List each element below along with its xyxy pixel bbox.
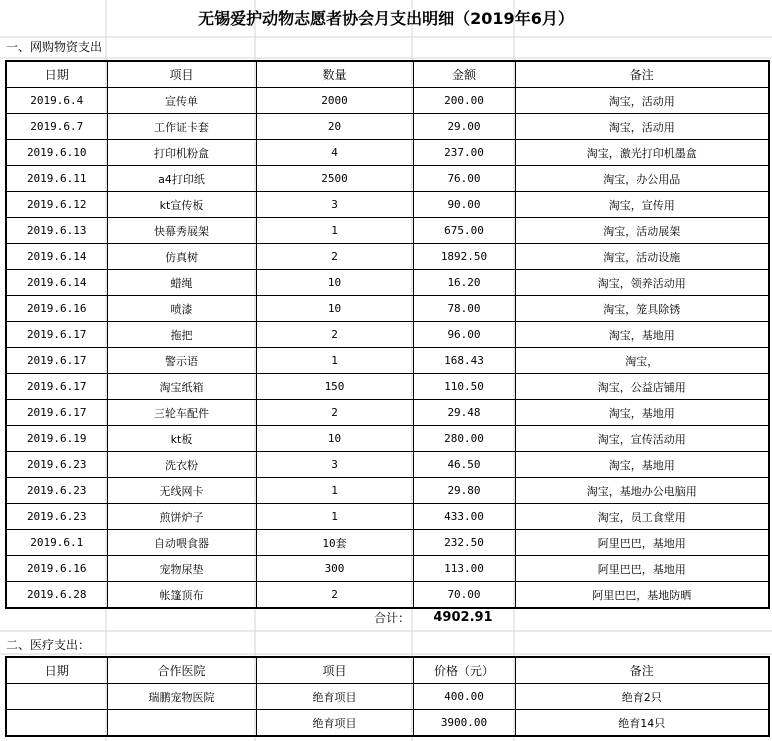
header-date: 日期: [6, 657, 107, 684]
cell-date: 2019.6.23: [6, 478, 107, 504]
table-row: [6, 348, 769, 374]
cell-note: 淘宝，基地用: [515, 400, 769, 426]
header-item: 项目: [256, 657, 413, 684]
cell-amount: 3900.00: [413, 710, 515, 737]
cell-amount: 113.00: [413, 556, 515, 582]
cell-date: 2019.6.11: [6, 166, 107, 192]
cell-amount: 675.00: [413, 218, 515, 244]
cell-note: 淘宝，基地办公电脑用: [515, 478, 769, 504]
cell-item: 帐篷顶布: [107, 582, 256, 609]
cell-date: 2019.6.16: [6, 556, 107, 582]
cell-amount: 433.00: [413, 504, 515, 530]
total-label: 合计：: [374, 611, 411, 625]
cell-item: a4打印纸: [107, 166, 256, 192]
table-row: [6, 556, 769, 582]
table-row: [6, 114, 769, 140]
cell-quantity: 1: [256, 218, 413, 244]
table-row: [6, 166, 769, 192]
cell-amount: 29.48: [413, 400, 515, 426]
table-row: [6, 530, 769, 556]
table-row: [6, 452, 769, 478]
cell-amount: 76.00: [413, 166, 515, 192]
cell-note: 阿里巴巴，基地用: [515, 556, 769, 582]
cell-note: 淘宝，领养活动用: [515, 270, 769, 296]
cell-item: 宠物尿垫: [107, 556, 256, 582]
cell-quantity: 3: [256, 452, 413, 478]
header-date: 日期: [6, 61, 107, 88]
cell-quantity: 10: [256, 426, 413, 452]
cell-note: 淘宝，活动设施: [515, 244, 769, 270]
cell-item: 快幕秀展架: [107, 218, 256, 244]
cell-item: kt板: [107, 426, 256, 452]
section-medical-label: 二、医疗支出：: [6, 638, 91, 652]
cell-date: 2019.6.28: [6, 582, 107, 609]
cell-item: 淘宝纸箱: [107, 374, 256, 400]
cell-quantity: 1: [256, 348, 413, 374]
cell-note: 绝育2只: [515, 684, 769, 710]
cell-item: 蜡绳: [107, 270, 256, 296]
table-row: [6, 244, 769, 270]
cell-amount: 46.50: [413, 452, 515, 478]
cell-amount: 400.00: [413, 684, 515, 710]
cell-quantity: 4: [256, 140, 413, 166]
cell-note: 淘宝，活动展架: [515, 218, 769, 244]
cell-note: 淘宝，公益店铺用: [515, 374, 769, 400]
cell-amount: 237.00: [413, 140, 515, 166]
table-row: [6, 504, 769, 530]
table-row: [6, 684, 769, 710]
cell-date: 2019.6.14: [6, 270, 107, 296]
header-note: 备注: [515, 61, 769, 88]
cell-quantity: 绝育项目: [256, 684, 413, 710]
cell-date: 2019.6.7: [6, 114, 107, 140]
table-row: [6, 400, 769, 426]
medical-expenses-table: [5, 656, 770, 737]
table-row: [6, 478, 769, 504]
cell-quantity: 3: [256, 192, 413, 218]
cell-date: 2019.6.13: [6, 218, 107, 244]
table-row: [6, 322, 769, 348]
cell-note: 阿里巴巴，基地用: [515, 530, 769, 556]
cell-item: 自动喂食器: [107, 530, 256, 556]
cell-item: 仿真树: [107, 244, 256, 270]
cell-date: [6, 684, 107, 710]
online-purchases-rows: [6, 88, 769, 609]
cell-item: 拖把: [107, 322, 256, 348]
cell-amount: 70.00: [413, 582, 515, 609]
sheet-title: 无锡爱护动物志愿者协会月支出明细（2019年6月）: [198, 9, 574, 28]
cell-quantity: 2000: [256, 88, 413, 114]
header-note: 备注: [515, 657, 769, 684]
cell-date: 2019.6.16: [6, 296, 107, 322]
cell-amount: 16.20: [413, 270, 515, 296]
cell-date: 2019.6.17: [6, 348, 107, 374]
table-row: [6, 296, 769, 322]
cell-item: 工作证卡套: [107, 114, 256, 140]
cell-quantity: 2: [256, 582, 413, 609]
cell-item: 打印机粉盒: [107, 140, 256, 166]
cell-quantity: 2500: [256, 166, 413, 192]
cell-date: [6, 710, 107, 737]
total-value: 4902.91: [433, 610, 493, 625]
table-row: [6, 88, 769, 114]
cell-quantity: 2: [256, 244, 413, 270]
total-row: [0, 605, 772, 631]
cell-note: 淘宝，基地用: [515, 322, 769, 348]
header-amount: 金额: [413, 61, 515, 88]
table-header-row: [6, 657, 769, 684]
cell-date: 2019.6.4: [6, 88, 107, 114]
cell-item: 煎饼炉子: [107, 504, 256, 530]
header-hospital: 合作医院: [107, 657, 256, 684]
cell-item: kt宣传板: [107, 192, 256, 218]
cell-quantity: 1: [256, 478, 413, 504]
cell-item: 喷漆: [107, 296, 256, 322]
table-row: [6, 270, 769, 296]
cell-quantity: 2: [256, 400, 413, 426]
cell-amount: 200.00: [413, 88, 515, 114]
cell-amount: 168.43: [413, 348, 515, 374]
cell-note: 淘宝，: [515, 348, 769, 374]
medical-expenses-rows: [6, 684, 769, 737]
cell-note: 淘宝，基地用: [515, 452, 769, 478]
cell-item: 宣传单: [107, 88, 256, 114]
cell-date: 2019.6.17: [6, 400, 107, 426]
cell-amount: 1892.50: [413, 244, 515, 270]
cell-date: 2019.6.17: [6, 374, 107, 400]
cell-note: 淘宝，活动用: [515, 114, 769, 140]
cell-note: 淘宝，员工食堂用: [515, 504, 769, 530]
cell-amount: 110.50: [413, 374, 515, 400]
cell-note: 淘宝，活动用: [515, 88, 769, 114]
cell-amount: 280.00: [413, 426, 515, 452]
cell-quantity: 20: [256, 114, 413, 140]
cell-date: 2019.6.23: [6, 452, 107, 478]
cell-note: 淘宝，笼具除锈: [515, 296, 769, 322]
section-online-purchases-label: 一、网购物资支出: [6, 40, 103, 54]
cell-date: 2019.6.14: [6, 244, 107, 270]
cell-amount: 29.80: [413, 478, 515, 504]
table-row: [6, 140, 769, 166]
cell-quantity: 2: [256, 322, 413, 348]
header-item: 项目: [107, 61, 256, 88]
cell-note: 淘宝，激光打印机墨盒: [515, 140, 769, 166]
table-row: [6, 374, 769, 400]
cell-quantity: 绝育项目: [256, 710, 413, 737]
cell-date: 2019.6.19: [6, 426, 107, 452]
cell-quantity: 10: [256, 270, 413, 296]
header-price: 价格（元）: [413, 657, 515, 684]
cell-note: 淘宝，宣传用: [515, 192, 769, 218]
cell-amount: 90.00: [413, 192, 515, 218]
table-row: [6, 192, 769, 218]
cell-amount: 96.00: [413, 322, 515, 348]
cell-quantity: 150: [256, 374, 413, 400]
table-row: [6, 710, 769, 737]
cell-item: 警示语: [107, 348, 256, 374]
cell-item: 瑞鹏宠物医院: [107, 684, 256, 710]
cell-item: 三轮车配件: [107, 400, 256, 426]
cell-amount: 78.00: [413, 296, 515, 322]
cell-date: 2019.6.1: [6, 530, 107, 556]
cell-date: 2019.6.12: [6, 192, 107, 218]
cell-item: [107, 710, 256, 737]
cell-date: 2019.6.23: [6, 504, 107, 530]
table-header-row: [6, 61, 769, 88]
cell-amount: 29.00: [413, 114, 515, 140]
table-row: [6, 218, 769, 244]
cell-item: 无线网卡: [107, 478, 256, 504]
cell-quantity: 10: [256, 296, 413, 322]
online-purchases-table: [5, 60, 770, 609]
cell-quantity: 300: [256, 556, 413, 582]
cell-note: 淘宝，宣传活动用: [515, 426, 769, 452]
cell-date: 2019.6.17: [6, 322, 107, 348]
cell-quantity: 10套: [256, 530, 413, 556]
cell-item: 洗衣粉: [107, 452, 256, 478]
table-row: [6, 426, 769, 452]
cell-note: 阿里巴巴，基地防晒: [515, 582, 769, 609]
cell-note: 绝育14只: [515, 710, 769, 737]
cell-amount: 232.50: [413, 530, 515, 556]
cell-note: 淘宝，办公用品: [515, 166, 769, 192]
header-quantity: 数量: [256, 61, 413, 88]
cell-date: 2019.6.10: [6, 140, 107, 166]
cell-quantity: 1: [256, 504, 413, 530]
